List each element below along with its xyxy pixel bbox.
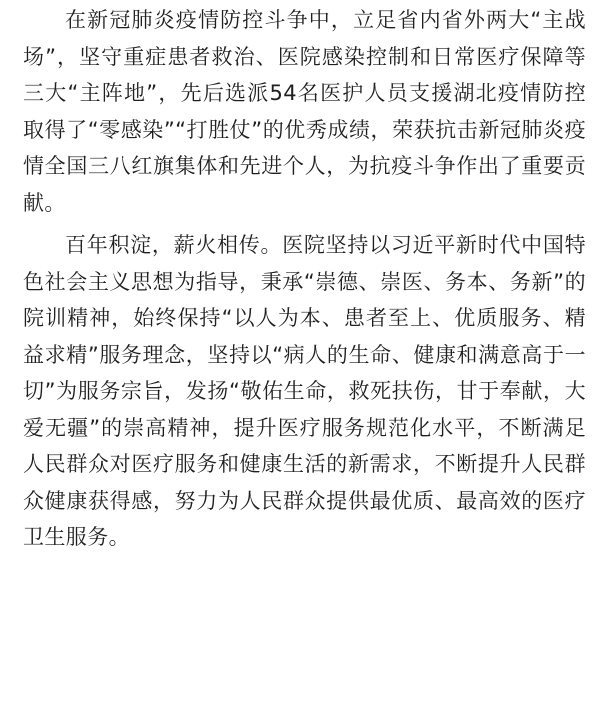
paragraph-epidemic-response: 在新冠肺炎疫情防控斗争中，立足省内省外两大“主战场”，坚守重症患者救治、医院感染控制和日常医疗保障等三大“主阵地”，先后选派54名医护人员支援湖北疫情防控取得了“零感染”“打胜仗”的优秀成绩，荣获抗击新冠肺炎疫情全国三八红旗集体和先进个人，为抗疫斗争作出了重要贡献。: [23, 8, 586, 215]
paragraph-hospital-mission: 百年积淀，薪火相传。医院坚持以习近平新时代中国特色社会主义思想为指导，秉承“崇德、崇医、务本、务新”的院训精神，始终保持“以人为本、患者至上、优质服务、精益求精”服务理念，坚持以“病人的生命、健康和满意高于一切”为服务宗旨，发扬“敬佑生命，救死扶伤，甘于奉献，大爱无疆”的崇高精神，提升医疗服务规范化水平，不断满足人民群众对医疗服务和健康生活的新需求，不断提升人民群众健康获得感，努力为人民群众提供最优质、最高效的医疗卫生服务。: [23, 233, 586, 549]
